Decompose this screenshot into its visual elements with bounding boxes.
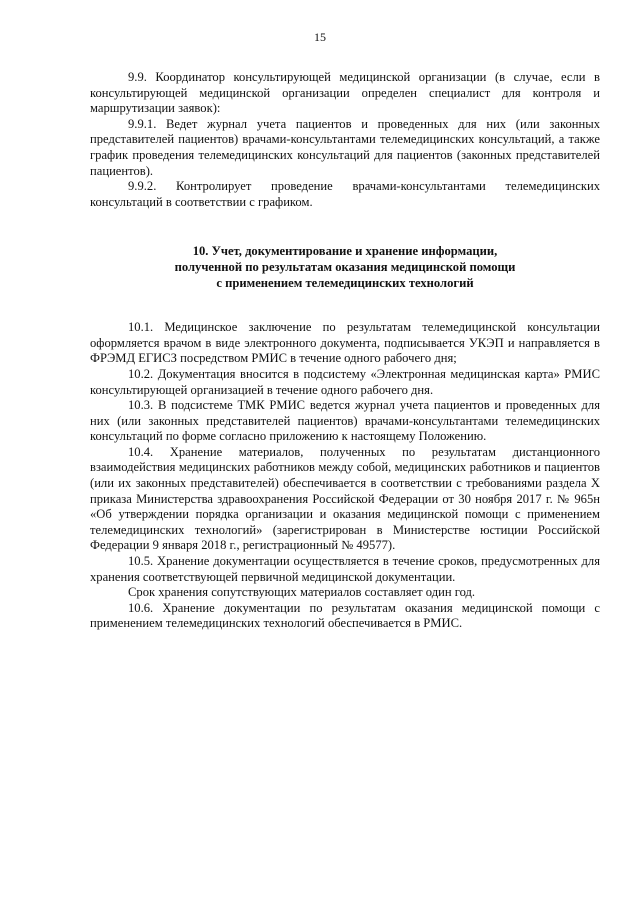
heading-line: с применением телемедицинских технологий xyxy=(216,275,474,290)
paragraph-10-3: 10.3. В подсистеме ТМК РМИС ведется журнал учета пациентов и проведенных для них (или законных представителей пациентов) врачами-консультантами телемедицинских консультаций по форме согласно приложению к настоящему Положению. xyxy=(90,398,600,444)
paragraph-retention-period: Срок хранения сопутствующих материалов составляет один год. xyxy=(128,585,476,600)
section-10-heading xyxy=(90,244,600,291)
paragraph-10-2: 10.2. Документация вносится в подсистему «Электронная медицинская карта» РМИС консультирующей организацией в течение одного рабочего дня. xyxy=(90,366,600,397)
page-number: 15 xyxy=(314,30,326,44)
paragraph-10-4: 10.4. Хранение материалов, полученных по результатам дистанционного взаимодействия медицинских работников между собой, медицинских работников и пациентов (или их законных представителей) обеспечивается в соответствии с требованиями раздела X приказа Министерства здравоохранения Российской Федерации от 30 ноября 2017 г. № 965н «Об утверждении порядка организации и оказания медицинской помощи с применением телемедицинских технологий» (зарегистрирован в Министерстве юстиции Российской Федерации 9 января 2018 г., регистрационный № 49577). xyxy=(90,444,600,553)
paragraph-9-9-1: 9.9.1. Ведет журнал учета пациентов и проведенных для них (или законных представителей пациентов) врачами-консультантами телемедицинских консультаций, а также график проведения телемедицинских консультаций для пациентов (законных представителей пациентов). xyxy=(90,116,600,178)
heading-line: полученной по результатам оказания медицинской помощи xyxy=(174,259,516,274)
paragraph-10-1: 10.1. Медицинское заключение по результатам телемедицинской консультации оформляется врачом в виде электронного документа, подписывается УКЭП и направляется в ФРЭМД ЕГИСЗ посредством РМИС в течение одного рабочего дня; xyxy=(90,320,600,366)
paragraph-9-9: 9.9. Координатор консультирующей медицинской организации (в случае, если в консультирующей медицинской организации определен специалист для контроля и маршрутизации заявок): xyxy=(90,70,600,116)
document-body xyxy=(90,70,600,632)
paragraph-10-5: 10.5. Хранение документации осуществляется в течение сроков, предусмотренных для хранения соответствующей первичной медицинской документации. xyxy=(90,554,600,584)
paragraph-9-9-2: 9.9.2. Контролирует проведение врачами-консультантами телемедицинских консультаций в соответствии с графиком. xyxy=(90,179,600,209)
paragraph-10-6: 10.6. Хранение документации по результатам оказания медицинской помощи с применением телемедицинских технологий обеспечивается в РМИС. xyxy=(90,600,600,631)
heading-line: 10. Учет, документирование и хранение информации, xyxy=(192,244,498,259)
